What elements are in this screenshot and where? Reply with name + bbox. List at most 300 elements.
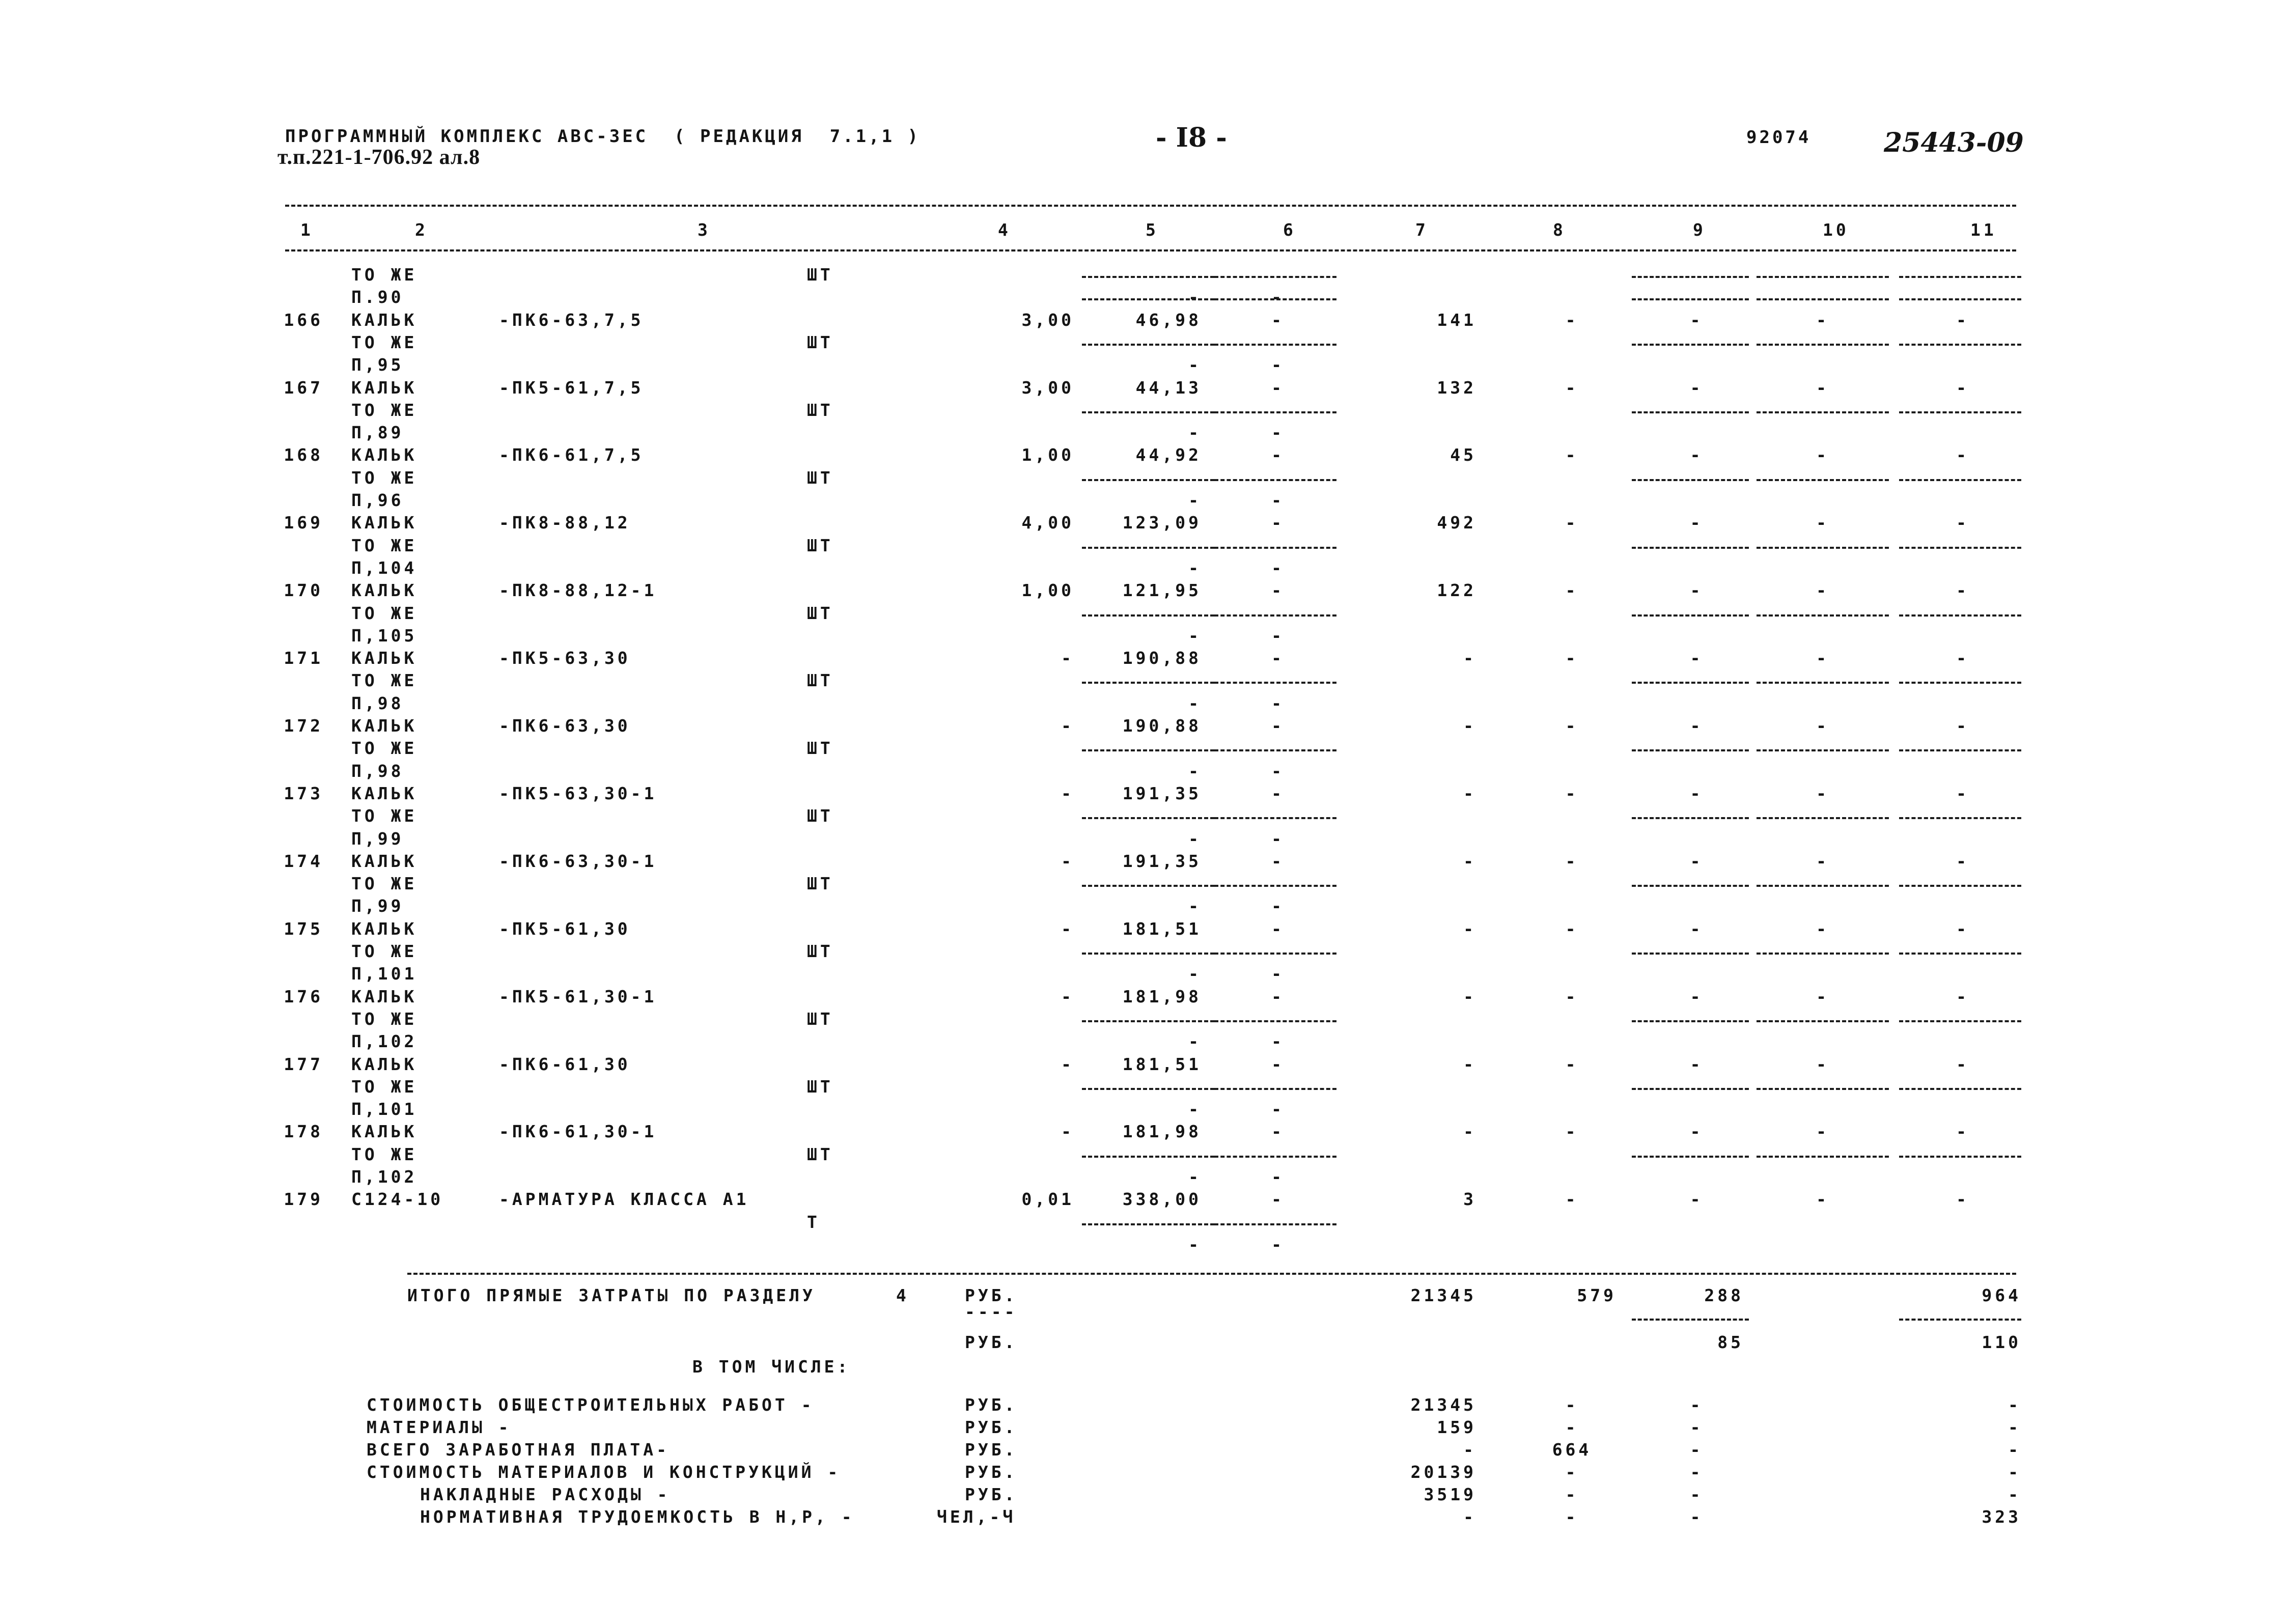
- breakdown-0-label: СТОИМОСТЬ ОБЩЕСТРОИТЕЛЬНЫХ РАБОТ -: [367, 1395, 815, 1415]
- cell-separator-rule: [1082, 682, 1214, 684]
- total-col-11-rule: [1899, 1319, 2021, 1321]
- cell-separator-rule: [1899, 614, 2021, 617]
- cell-separator-rule: [1899, 953, 2021, 955]
- row-4-line-0-col-0: 169: [284, 513, 323, 533]
- row-13-line-1-col-3: ШТ: [807, 1144, 833, 1164]
- cell-separator-rule: [1082, 1223, 1214, 1225]
- cell-separator-rule: [1082, 1156, 1214, 1158]
- row-3-line-0-col-9: -: [1690, 445, 1704, 465]
- cell-separator-rule: [1899, 344, 2021, 346]
- program-title: ПРОГРАММНЫЙ КОМПЛЕКС АВС-ЗЕС ( РЕДАКЦИЯ 7.1,1 ): [285, 126, 921, 147]
- row-11-line-2-col-5: -: [1188, 1031, 1202, 1052]
- column-header-6: 6: [1283, 220, 1296, 240]
- row-12-line-0-col-9: -: [1690, 1054, 1704, 1074]
- cell-separator-rule: [1632, 411, 1749, 413]
- breakdown-2-col-9: -: [1690, 1440, 1704, 1460]
- column-header-1: 1: [300, 220, 314, 240]
- row-1-line-0-col-7: 141: [1437, 310, 1476, 330]
- handwritten-code: 25443-09: [1884, 127, 2024, 158]
- row-13-line-0-col-11: -: [1956, 1122, 1969, 1142]
- page-number: - I8 -: [1156, 122, 1227, 153]
- row-5-line-0-col-6: -: [1271, 580, 1285, 601]
- breakdown-4-col-8: -: [1565, 1485, 1579, 1504]
- row-5-line-2-col-5: -: [1188, 625, 1202, 646]
- row-4-line-0-col-10: -: [1816, 513, 1829, 533]
- including-label: В ТОМ ЧИСЛЕ:: [692, 1357, 851, 1377]
- row-5-line-0-col-2: -ПК8-88,12-1: [499, 580, 657, 601]
- cell-separator-rule: [1214, 682, 1336, 684]
- breakdown-1-unit: РУБ.: [965, 1417, 1018, 1437]
- row-4-line-0-col-4: 4,00: [1021, 513, 1074, 533]
- row-4-line-1-col-3: ШТ: [807, 535, 833, 555]
- cell-separator-rule: [1214, 547, 1336, 549]
- breakdown-4-unit: РУБ.: [965, 1485, 1018, 1504]
- row-10-line-0-col-9: -: [1690, 918, 1704, 939]
- row-14-line-0-col-2: -АРМАТУРА КЛАССА А1: [499, 1189, 749, 1210]
- cell-separator-rule: [1899, 1156, 2021, 1158]
- row-8-line-0-col-9: -: [1690, 783, 1704, 803]
- row-5-line-0-col-0: 170: [284, 580, 323, 601]
- table-top-rule: [285, 205, 2016, 207]
- row-3-line-0-col-6: -: [1271, 445, 1285, 465]
- cell-separator-rule: [1899, 682, 2021, 684]
- row-6-line-0-col-10: -: [1816, 648, 1829, 668]
- column-header-11: 11: [1970, 220, 1997, 240]
- total-col-9-rule: [1632, 1319, 1749, 1321]
- cell-separator-rule: [1632, 614, 1749, 617]
- row-6-line-1-col-3: ШТ: [807, 670, 833, 691]
- row-1-line-2-col-6: -: [1271, 355, 1285, 375]
- row-11-line-0-col-1: КАЛЬК: [351, 986, 417, 1006]
- cell-separator-rule: [1757, 411, 1889, 413]
- row-9-line-0-col-1: КАЛЬК: [351, 851, 417, 871]
- cell-separator-rule: [1757, 885, 1889, 887]
- row-13-line-2-col-5: -: [1188, 1167, 1202, 1187]
- row-11-line-0-col-8: -: [1565, 986, 1579, 1006]
- cell-separator-rule: [1632, 953, 1749, 955]
- row-5-line-0-col-4: 1,00: [1021, 580, 1074, 601]
- row-4-line-0-col-9: -: [1690, 513, 1704, 533]
- cell-separator-rule: [1899, 1088, 2021, 1090]
- cell-separator-rule: [1214, 411, 1336, 413]
- row-9-line-1-col-3: ШТ: [807, 874, 833, 894]
- cell-separator-rule: [1214, 614, 1336, 617]
- cell-separator-rule: [1899, 817, 2021, 819]
- row-8-line-0-col-5: 191,35: [1122, 783, 1202, 803]
- breakdown-0-col-8: -: [1565, 1395, 1579, 1415]
- cell-separator-rule: [1632, 885, 1749, 887]
- unit-separator: ----: [965, 1302, 1018, 1322]
- row-14-line-0-col-6: -: [1271, 1189, 1285, 1210]
- row-5-line-0-col-9: -: [1690, 580, 1704, 601]
- row-7-line-0-col-0: 172: [284, 716, 323, 736]
- row-2-line-1-col-3: ШТ: [807, 400, 833, 420]
- row-10-line-0-col-4: -: [1061, 918, 1074, 939]
- row-3-line-0-col-4: 1,00: [1021, 445, 1074, 465]
- row-14-line-0-col-0: 179: [284, 1189, 323, 1210]
- row-0-line-1-col-5: -: [1188, 287, 1202, 307]
- row-10-line-2-col-6: -: [1271, 964, 1285, 984]
- row-10-line-0-col-8: -: [1565, 918, 1579, 939]
- row-8-line-1-col-3: ШТ: [807, 806, 833, 826]
- row-6-line-0-col-0: 171: [284, 648, 323, 668]
- row-3-line-2-col-1: П,96: [351, 490, 404, 510]
- cell-separator-rule: [1632, 344, 1749, 346]
- row-2-line-0-col-6: -: [1271, 377, 1285, 398]
- breakdown-1-col-8: -: [1565, 1417, 1579, 1437]
- row-4-line-0-col-8: -: [1565, 513, 1579, 533]
- row-7-line-0-col-8: -: [1565, 716, 1579, 736]
- row-0-line-1-col-1: П.90: [351, 287, 404, 307]
- row-10-line-2-col-1: П,101: [351, 964, 417, 984]
- row-13-line-2-col-6: -: [1271, 1167, 1285, 1187]
- cell-separator-rule: [1214, 953, 1336, 955]
- breakdown-1-label: МАТЕРИАЛЫ -: [367, 1417, 512, 1437]
- row-14-line-0-col-1: С124-10: [351, 1189, 444, 1210]
- breakdown-1-col-11: -: [2008, 1417, 2021, 1437]
- breakdown-5-col-11: 323: [1982, 1507, 2021, 1527]
- cell-separator-rule: [1082, 547, 1214, 549]
- row-1-line-2-col-1: П,95: [351, 355, 404, 375]
- row-3-line-2-col-6: -: [1271, 490, 1285, 510]
- row-7-line-1-col-1: ТО ЖЕ: [351, 738, 417, 759]
- cell-separator-rule: [1214, 1156, 1336, 1158]
- row-1-line-0-col-11: -: [1956, 310, 1969, 330]
- row-6-line-0-col-11: -: [1956, 648, 1969, 668]
- breakdown-3-col-8: -: [1565, 1462, 1579, 1482]
- row-9-line-0-col-11: -: [1956, 851, 1969, 871]
- row-11-line-1-col-3: ШТ: [807, 1009, 833, 1029]
- row-10-line-0-col-2: -ПК5-61,30: [499, 918, 631, 939]
- row-2-line-0-col-9: -: [1690, 377, 1704, 398]
- row-5-line-0-col-5: 121,95: [1122, 580, 1202, 601]
- breakdown-5-col-8: -: [1565, 1507, 1579, 1527]
- row-8-line-0-col-2: -ПК5-63,30-1: [499, 783, 657, 803]
- row-5-line-0-col-11: -: [1956, 580, 1969, 601]
- row-6-line-0-col-1: КАЛЬК: [351, 648, 417, 668]
- cell-separator-rule: [1082, 411, 1214, 413]
- row-9-line-0-col-8: -: [1565, 851, 1579, 871]
- total-col-7: 21345: [1410, 1285, 1476, 1305]
- row-0-line-1-col-6: -: [1271, 287, 1285, 307]
- row-8-line-0-col-0: 173: [284, 783, 323, 803]
- row-9-line-2-col-1: П,99: [351, 896, 404, 916]
- breakdown-2-col-8: 664: [1552, 1440, 1592, 1460]
- row-3-line-0-col-1: КАЛЬК: [351, 445, 417, 465]
- row-2-line-2-col-6: -: [1271, 423, 1285, 443]
- row-9-line-0-col-5: 191,35: [1122, 851, 1202, 871]
- cell-separator-rule: [1632, 298, 1749, 300]
- breakdown-4-col-7: 3519: [1424, 1485, 1476, 1504]
- row-14-line-1-col-3: Т: [807, 1212, 820, 1232]
- row-7-line-0-col-10: -: [1816, 716, 1829, 736]
- cell-separator-rule: [1899, 749, 2021, 751]
- row-11-line-0-col-10: -: [1816, 986, 1829, 1006]
- breakdown-4-col-9: -: [1690, 1485, 1704, 1504]
- cell-separator-rule: [1632, 1156, 1749, 1158]
- cell-separator-rule: [1082, 298, 1214, 300]
- row-1-line-0-col-2: -ПК6-63,7,5: [499, 310, 644, 330]
- breakdown-3-col-7: 20139: [1410, 1462, 1476, 1482]
- cell-separator-rule: [1757, 682, 1889, 684]
- row-13-line-1-col-1: ТО ЖЕ: [351, 1144, 417, 1164]
- unit-label-2: РУБ.: [965, 1332, 1018, 1352]
- breakdown-0-unit: РУБ.: [965, 1395, 1018, 1415]
- cell-separator-rule: [1632, 1088, 1749, 1090]
- row-3-line-0-col-5: 44,92: [1135, 445, 1202, 465]
- row-4-line-2-col-5: -: [1188, 557, 1202, 578]
- row-2-line-2-col-1: П,89: [351, 423, 404, 443]
- document-number: 92074: [1746, 127, 1812, 148]
- row-1-line-0-col-1: КАЛЬК: [351, 310, 417, 330]
- row-11-line-0-col-0: 176: [284, 986, 323, 1006]
- row-12-line-1-col-1: ТО ЖЕ: [351, 1076, 417, 1097]
- row-10-line-0-col-10: -: [1816, 918, 1829, 939]
- row-1-line-0-col-8: -: [1565, 310, 1579, 330]
- row-14-line-0-col-5: 338,00: [1122, 1189, 1202, 1210]
- row-11-line-0-col-6: -: [1271, 986, 1285, 1006]
- row-11-line-0-col-2: -ПК5-61,30-1: [499, 986, 657, 1006]
- row-4-line-0-col-2: -ПК8-88,12: [499, 513, 631, 533]
- row-3-line-1-col-3: ШТ: [807, 467, 833, 488]
- row-6-line-0-col-7: -: [1463, 648, 1476, 668]
- row-7-line-0-col-2: -ПК6-63,30: [499, 716, 631, 736]
- cell-separator-rule: [1214, 1223, 1336, 1225]
- row-4-line-2-col-6: -: [1271, 557, 1285, 578]
- cell-separator-rule: [1082, 1020, 1214, 1022]
- project-reference: т.п.221-1-706.92 ал.8: [277, 146, 481, 169]
- row-7-line-0-col-5: 190,88: [1122, 716, 1202, 736]
- row-12-line-0-col-7: -: [1463, 1054, 1476, 1074]
- row-2-line-0-col-4: 3,00: [1021, 377, 1074, 398]
- row-12-line-0-col-6: -: [1271, 1054, 1285, 1074]
- breakdown-2-label: ВСЕГО ЗАРАБОТНАЯ ПЛАТА-: [367, 1440, 670, 1460]
- row-5-line-2-col-1: П,105: [351, 625, 417, 646]
- breakdown-4-label: НАКЛАДНЫЕ РАСХОДЫ -: [420, 1485, 671, 1504]
- row-12-line-0-col-8: -: [1565, 1054, 1579, 1074]
- row-9-line-2-col-5: -: [1188, 896, 1202, 916]
- row-8-line-0-col-1: КАЛЬК: [351, 783, 417, 803]
- row-6-line-0-col-8: -: [1565, 648, 1579, 668]
- row-12-line-0-col-2: -ПК6-61,30: [499, 1054, 631, 1074]
- cell-separator-rule: [1214, 479, 1336, 481]
- row-12-line-2-col-5: -: [1188, 1099, 1202, 1119]
- row-6-line-2-col-5: -: [1188, 693, 1202, 713]
- column-header-9: 9: [1693, 220, 1706, 240]
- row-7-line-0-col-11: -: [1956, 716, 1969, 736]
- breakdown-5-unit: ЧЕЛ,-Ч: [937, 1507, 1016, 1527]
- row-6-line-2-col-6: -: [1271, 693, 1285, 713]
- row-6-line-0-col-5: 190,88: [1122, 648, 1202, 668]
- row-12-line-0-col-4: -: [1061, 1054, 1074, 1074]
- row-6-line-0-col-4: -: [1061, 648, 1074, 668]
- cell-separator-rule: [1632, 749, 1749, 751]
- cell-separator-rule: [1899, 276, 2021, 278]
- row-3-line-2-col-5: -: [1188, 490, 1202, 510]
- row-13-line-0-col-7: -: [1463, 1122, 1476, 1142]
- cell-separator-rule: [1632, 682, 1749, 684]
- row-3-line-0-col-11: -: [1956, 445, 1969, 465]
- cell-separator-rule: [1757, 276, 1889, 278]
- row-10-line-0-col-0: 175: [284, 918, 323, 939]
- cell-separator-rule: [1214, 1088, 1336, 1090]
- breakdown-3-col-11: -: [2008, 1462, 2021, 1482]
- row-14-line-0-col-11: -: [1956, 1189, 1969, 1210]
- breakdown-5-col-7: -: [1463, 1507, 1476, 1527]
- column-header-7: 7: [1415, 220, 1429, 240]
- row-9-line-0-col-4: -: [1061, 851, 1074, 871]
- row-2-line-0-col-7: 132: [1437, 377, 1476, 398]
- row-13-line-0-col-0: 178: [284, 1122, 323, 1142]
- cell-separator-rule: [1214, 1020, 1336, 1022]
- row-7-line-2-col-1: П,98: [351, 761, 404, 781]
- cell-separator-rule: [1632, 817, 1749, 819]
- row-4-line-2-col-1: П,104: [351, 557, 417, 578]
- cell-separator-rule: [1082, 479, 1214, 481]
- row-1-line-1-col-3: ШТ: [807, 332, 833, 352]
- breakdown-1-col-9: -: [1690, 1417, 1704, 1437]
- row-1-line-0-col-4: 3,00: [1021, 310, 1074, 330]
- cell-separator-rule: [1082, 344, 1214, 346]
- breakdown-2-unit: РУБ.: [965, 1440, 1018, 1460]
- row-14-line-0-col-8: -: [1565, 1189, 1579, 1210]
- breakdown-0-col-7: 21345: [1410, 1395, 1476, 1415]
- row-1-line-2-col-5: -: [1188, 355, 1202, 375]
- row-4-line-0-col-7: 492: [1437, 513, 1476, 533]
- row-3-line-1-col-1: ТО ЖЕ: [351, 467, 417, 488]
- breakdown-3-label: СТОИМОСТЬ МАТЕРИАЛОВ И КОНСТРУКЦИЙ -: [367, 1462, 841, 1482]
- cell-separator-rule: [1757, 344, 1889, 346]
- row-14-line-2-col-6: -: [1271, 1234, 1285, 1254]
- row-11-line-0-col-9: -: [1690, 986, 1704, 1006]
- row-13-line-0-col-2: -ПК6-61,30-1: [499, 1122, 657, 1142]
- row-7-line-0-col-9: -: [1690, 716, 1704, 736]
- row-0-line-0-col-1: ТО ЖЕ: [351, 265, 417, 285]
- row-12-line-2-col-1: П,101: [351, 1099, 417, 1119]
- breakdown-3-unit: РУБ.: [965, 1462, 1018, 1482]
- cell-separator-rule: [1757, 298, 1889, 300]
- row-11-line-2-col-1: П,102: [351, 1031, 417, 1052]
- breakdown-2-col-11: -: [2008, 1440, 2021, 1460]
- cell-separator-rule: [1214, 298, 1336, 300]
- row-6-line-2-col-1: П,98: [351, 693, 404, 713]
- row-2-line-0-col-8: -: [1565, 377, 1579, 398]
- column-header-10: 10: [1823, 220, 1849, 240]
- row-13-line-0-col-8: -: [1565, 1122, 1579, 1142]
- cell-separator-rule: [1214, 885, 1336, 887]
- row-2-line-0-col-2: -ПК5-61,7,5: [499, 377, 644, 398]
- row-9-line-0-col-6: -: [1271, 851, 1285, 871]
- row-10-line-0-col-11: -: [1956, 918, 1969, 939]
- column-header-8: 8: [1553, 220, 1566, 240]
- column-header-3: 3: [698, 220, 711, 240]
- row-13-line-0-col-5: 181,98: [1122, 1122, 1202, 1142]
- row-10-line-0-col-5: 181,51: [1122, 918, 1202, 939]
- cell-separator-rule: [1899, 298, 2021, 300]
- cell-separator-rule: [1082, 953, 1214, 955]
- cell-separator-rule: [1899, 411, 2021, 413]
- cell-separator-rule: [1757, 1020, 1889, 1022]
- row-4-line-0-col-1: КАЛЬК: [351, 513, 417, 533]
- row-5-line-2-col-6: -: [1271, 625, 1285, 646]
- row-10-line-1-col-3: ШТ: [807, 941, 833, 961]
- row-5-line-0-col-8: -: [1565, 580, 1579, 601]
- breakdown-5-label: НОРМАТИВНАЯ ТРУДОЕМКОСТЬ В Н,Р, -: [420, 1507, 855, 1527]
- row-8-line-0-col-7: -: [1463, 783, 1476, 803]
- cell-separator-rule: [1214, 344, 1336, 346]
- cell-separator-rule: [1632, 276, 1749, 278]
- row-8-line-2-col-6: -: [1271, 828, 1285, 849]
- cell-separator-rule: [1082, 276, 1214, 278]
- row-10-line-0-col-1: КАЛЬК: [351, 918, 417, 939]
- row-7-line-0-col-4: -: [1061, 716, 1074, 736]
- row-11-line-1-col-1: ТО ЖЕ: [351, 1009, 417, 1029]
- row-11-line-2-col-6: -: [1271, 1031, 1285, 1052]
- row-12-line-0-col-10: -: [1816, 1054, 1829, 1074]
- cell-separator-rule: [1899, 547, 2021, 549]
- cell-separator-rule: [1757, 479, 1889, 481]
- cell-separator-rule: [1757, 749, 1889, 751]
- row-13-line-2-col-1: П,102: [351, 1167, 417, 1187]
- cell-separator-rule: [1899, 479, 2021, 481]
- row-7-line-0-col-1: КАЛЬК: [351, 716, 417, 736]
- row-12-line-0-col-1: КАЛЬК: [351, 1054, 417, 1074]
- row-0-line-0-col-3: ШТ: [807, 265, 833, 285]
- row-6-line-0-col-9: -: [1690, 648, 1704, 668]
- row-4-line-1-col-1: ТО ЖЕ: [351, 535, 417, 555]
- row-5-line-1-col-1: ТО ЖЕ: [351, 603, 417, 623]
- cell-separator-rule: [1632, 1020, 1749, 1022]
- row-13-line-0-col-9: -: [1690, 1122, 1704, 1142]
- row-3-line-0-col-7: 45: [1450, 445, 1476, 465]
- row-10-line-1-col-1: ТО ЖЕ: [351, 941, 417, 961]
- cell-separator-rule: [1899, 885, 2021, 887]
- row-1-line-0-col-9: -: [1690, 310, 1704, 330]
- direct-costs-label: ИТОГО ПРЯМЫЕ ЗАТРАТЫ ПО РАЗДЕЛУ: [407, 1285, 816, 1305]
- cell-separator-rule: [1082, 614, 1214, 617]
- row-2-line-1-col-1: ТО ЖЕ: [351, 400, 417, 420]
- row-8-line-2-col-5: -: [1188, 828, 1202, 849]
- breakdown-0-col-11: -: [2008, 1395, 2021, 1415]
- row-7-line-0-col-7: -: [1463, 716, 1476, 736]
- row-13-line-0-col-4: -: [1061, 1122, 1074, 1142]
- row-3-line-0-col-0: 168: [284, 445, 323, 465]
- cell-separator-rule: [1214, 276, 1336, 278]
- row-4-line-0-col-11: -: [1956, 513, 1969, 533]
- total-col-11: 964: [1982, 1285, 2021, 1305]
- row-14-line-2-col-5: -: [1188, 1234, 1202, 1254]
- cell-separator-rule: [1757, 614, 1889, 617]
- row-4-line-0-col-5: 123,09: [1122, 513, 1202, 533]
- row-12-line-1-col-3: ШТ: [807, 1076, 833, 1097]
- breakdown-3-col-9: -: [1690, 1462, 1704, 1482]
- row-5-line-0-col-7: 122: [1437, 580, 1476, 601]
- row-14-line-0-col-7: 3: [1463, 1189, 1476, 1210]
- row-9-line-0-col-2: -ПК6-63,30-1: [499, 851, 657, 871]
- breakdown-0-col-9: -: [1690, 1395, 1704, 1415]
- row-2-line-0-col-1: КАЛЬК: [351, 377, 417, 398]
- total-col-11b: 110: [1982, 1332, 2021, 1352]
- unit-label: РУБ.: [965, 1285, 1018, 1305]
- total-col-9: 288: [1704, 1285, 1744, 1305]
- row-8-line-1-col-1: ТО ЖЕ: [351, 806, 417, 826]
- row-8-line-0-col-8: -: [1565, 783, 1579, 803]
- breakdown-2-col-7: -: [1463, 1440, 1476, 1460]
- cell-separator-rule: [1214, 817, 1336, 819]
- row-11-line-0-col-7: -: [1463, 986, 1476, 1006]
- row-11-line-0-col-4: -: [1061, 986, 1074, 1006]
- row-5-line-0-col-10: -: [1816, 580, 1829, 601]
